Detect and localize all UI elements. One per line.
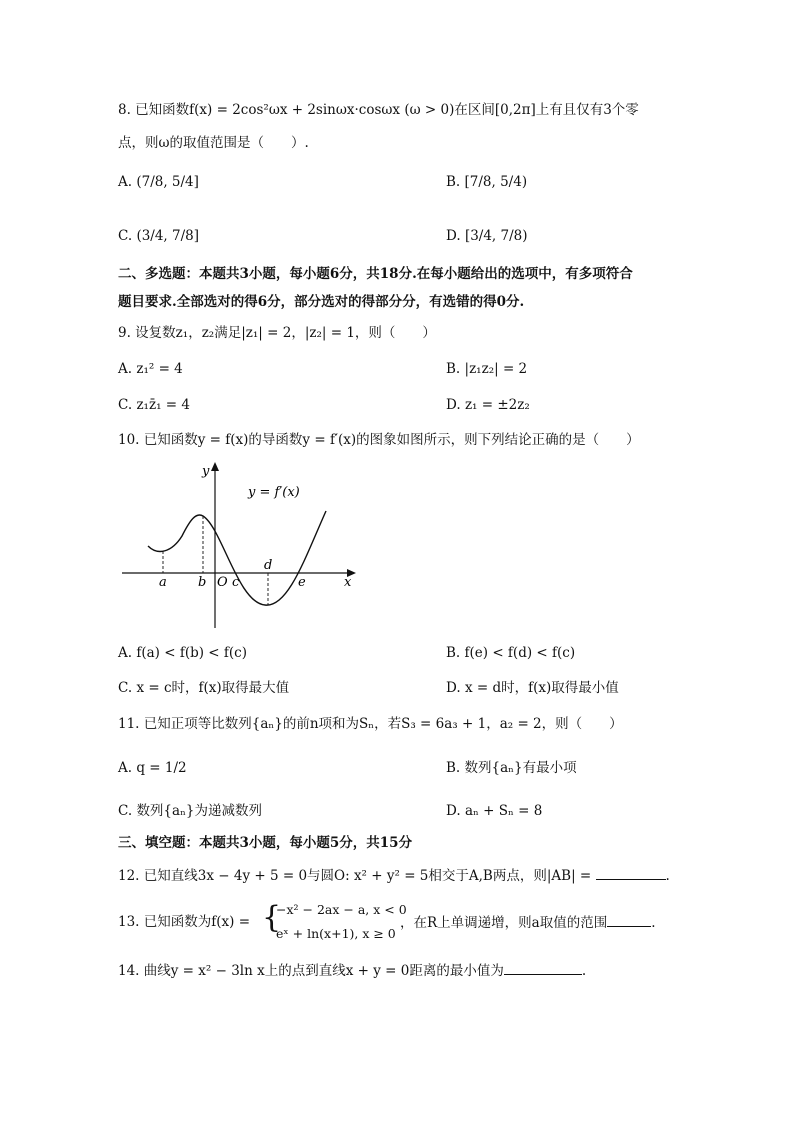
q14-stem: 14. 曲线y = x² − 3ln x上的点到直线x + y = 0距离的最小值为 bbox=[118, 963, 504, 979]
q13-prefix: 13. 已知函数为f(x) = bbox=[118, 914, 251, 930]
q8-option-d: D. [3/4, 7/8) bbox=[446, 228, 528, 244]
section3-heading: 三、填空题：本题共3小题，每小题5分，共15分 bbox=[118, 835, 413, 851]
q13-answer-blank bbox=[607, 912, 651, 927]
q12-stem: 12. 已知直线3x − 4y + 5 = 0与圆O: x² + y² = 5相交于A,B两点，则|AB| = bbox=[118, 868, 596, 884]
q11-option-d: D. aₙ + Sₙ = 8 bbox=[446, 803, 543, 819]
q11-option-c: C. 数列{aₙ}为递减数列 bbox=[118, 803, 263, 819]
q10-option-a: A. f(a) < f(b) < f(c) bbox=[118, 645, 247, 661]
q11-stem: 11. 已知正项等比数列{aₙ}的前n项和为Sₙ，若S₃ = 6a₃ + 1，a₂ = 2，则（ ） bbox=[118, 716, 623, 732]
q8-option-a: A. (7/8, 5/4] bbox=[118, 174, 199, 190]
q11-option-b: B. 数列{aₙ}有最小项 bbox=[446, 760, 577, 776]
q10-option-c: C. x = c时，f(x)取得最大值 bbox=[118, 680, 290, 696]
point-d-label: d bbox=[264, 558, 273, 573]
point-b-label: b bbox=[198, 575, 207, 590]
q10-option-b: B. f(e) < f(d) < f(c) bbox=[446, 645, 576, 661]
q8-option-c: C. (3/4, 7/8] bbox=[118, 228, 200, 244]
q14-answer-blank bbox=[504, 960, 582, 975]
point-a-label: a bbox=[159, 575, 167, 590]
q13-suffix: ，在R上单调递增，则a取值的范围 bbox=[400, 915, 608, 931]
origin-label: O bbox=[217, 575, 228, 590]
section2-heading-line1: 二、多选题：本题共3小题，每小题6分，共18分.在每小题给出的选项中，有多项符合 bbox=[118, 266, 633, 282]
x-axis-label: x bbox=[344, 575, 352, 590]
q8-stem-line2: 点，则ω的取值范围是（ ）. bbox=[118, 135, 309, 151]
point-e-label: e bbox=[298, 575, 306, 590]
q10-option-d: D. x = d时，f(x)取得最小值 bbox=[446, 680, 619, 696]
y-axis-label: y bbox=[202, 464, 210, 479]
q10-stem: 10. 已知函数y = f(x)的导函数y = f′(x)的图象如图所示，则下列结论正确的是（ ） bbox=[118, 432, 640, 448]
derivative-curve bbox=[148, 511, 326, 605]
q9-stem: 9. 设复数z₁，z₂满足|z₁| = 2，|z₂| = 1，则（ ） bbox=[118, 325, 436, 341]
q12-answer-blank bbox=[596, 865, 666, 880]
q9-option-d: D. z₁ = ±2z₂ bbox=[446, 397, 530, 413]
q8-option-b: B. [7/8, 5/4) bbox=[446, 174, 528, 190]
point-c-label: c bbox=[232, 575, 240, 590]
q14-line: 14. 曲线y = x² − 3ln x上的点到直线x + y = 0距离的最小值为 . bbox=[118, 960, 586, 981]
q9-option-a: A. z₁² = 4 bbox=[118, 361, 183, 377]
y-axis-arrow bbox=[211, 462, 219, 471]
q8-stem-line1: 8. 已知函数f(x) = 2cos²ωx + 2sinωx·cosωx (ω > 0)在区间[0,2π]上有且仅有3个零 bbox=[118, 102, 639, 118]
q9-option-c: C. z₁z̄₁ = 4 bbox=[118, 397, 190, 413]
q13-suffix-line: ，在R上单调递增，则a取值的范围 . bbox=[400, 912, 656, 933]
q13-case1: −x² − 2ax − a, x < 0 bbox=[276, 902, 407, 917]
q9-option-b: B. |z₁z₂| = 2 bbox=[446, 361, 528, 377]
q11-option-a: A. q = 1/2 bbox=[118, 760, 187, 776]
q13-brace: { bbox=[262, 900, 282, 935]
derivative-graph bbox=[110, 458, 370, 634]
q12-line: 12. 已知直线3x − 4y + 5 = 0与圆O: x² + y² = 5相交于A,B两点，则|AB| = . bbox=[118, 865, 670, 886]
q13-case2: eˣ + ln(x+1), x ≥ 0 bbox=[276, 926, 396, 941]
curve-label: y = f′(x) bbox=[248, 485, 300, 500]
section2-heading-line2: 题目要求.全部选对的得6分，部分选对的得部分分，有选错的得0分. bbox=[118, 294, 525, 310]
